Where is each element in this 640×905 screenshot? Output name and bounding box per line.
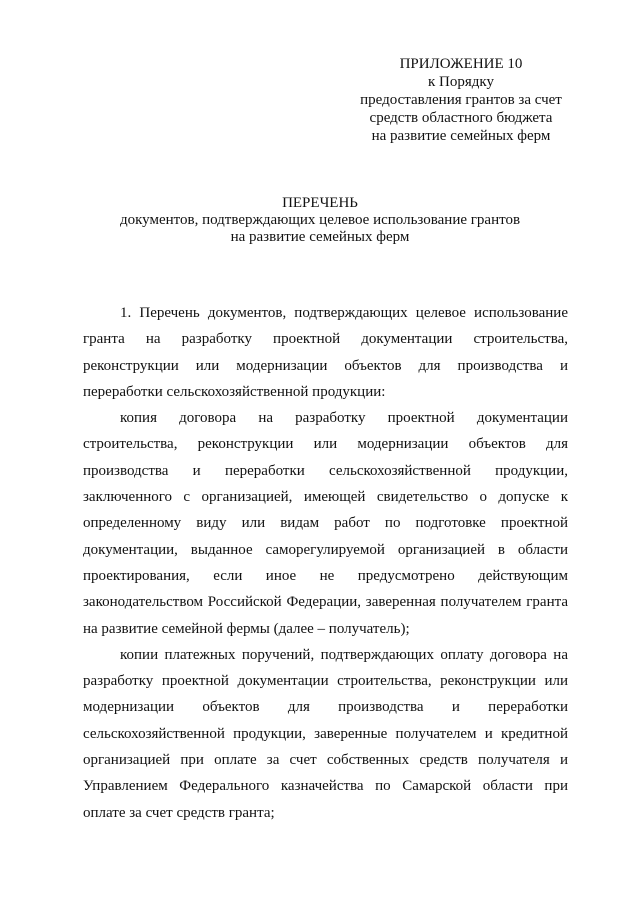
text-line: реконструкции или модернизации объектов для производства и — [83, 357, 568, 374]
text-line: строительства, реконструкции или модернизации объектов для — [83, 436, 568, 453]
text-line: на развитие семейной фермы (далее – получатель); — [83, 620, 410, 637]
appendix-header — [330, 55, 592, 145]
appendix-line: ПРИЛОЖЕНИЕ 10 — [399, 56, 523, 72]
title-heading: ПЕРЕЧЕНЬ — [282, 195, 358, 211]
text-line: проектирования, если иное не предусмотрено действующим — [83, 567, 568, 584]
text-line: заключенного с организацией, имеющей свидетельство о допуске к — [83, 489, 568, 506]
text-line: гранта на разработку проектной документации строительства, — [83, 331, 568, 348]
document-title — [60, 195, 580, 246]
appendix-line: к Порядку — [428, 74, 494, 90]
appendix-line: предоставления грантов за счет — [360, 92, 562, 108]
document-body — [83, 300, 568, 826]
text-line: 1. Перечень документов, подтверждающих целевое использование — [120, 305, 568, 321]
title-subtitle-line: документов, подтверждающих целевое использование грантов — [119, 212, 521, 228]
text-line: переработки сельскохозяйственной продукции: — [83, 383, 386, 400]
paragraph-1 — [83, 300, 568, 405]
text-line: сельскохозяйственной продукции, заверенные получателем и кредитной — [83, 725, 568, 742]
text-line: оплате за счет средств гранта; — [83, 804, 275, 821]
appendix-line: на развитие семейных ферм — [371, 128, 551, 144]
text-line: разработку проектной документации строительства, реконструкции или — [83, 673, 568, 690]
paragraph-2 — [83, 405, 568, 642]
text-line: копия договора на разработку проектной документации — [120, 410, 568, 427]
paragraph-3 — [83, 642, 568, 826]
text-line: Управлением Федерального казначейства по Самарской области при — [83, 778, 568, 795]
text-line: производства и переработки сельскохозяйственной продукции, — [83, 462, 568, 479]
text-line: копии платежных поручений, подтверждающих оплату договора на — [120, 646, 568, 663]
appendix-line: средств областного бюджета — [369, 110, 553, 126]
text-line: определенному виду или видам работ по подготовке проектной — [83, 515, 568, 532]
text-line: организацией при оплате за счет собственных средств получателя и — [83, 752, 568, 769]
text-line: модернизации объектов для производства и переработки — [83, 699, 568, 716]
text-line: законодательством Российской Федерации, заверенная получателем гранта — [83, 594, 568, 611]
text-line: документации, выданное саморегулируемой организацией в области — [83, 541, 568, 558]
title-subtitle-line: на развитие семейных ферм — [230, 229, 410, 245]
